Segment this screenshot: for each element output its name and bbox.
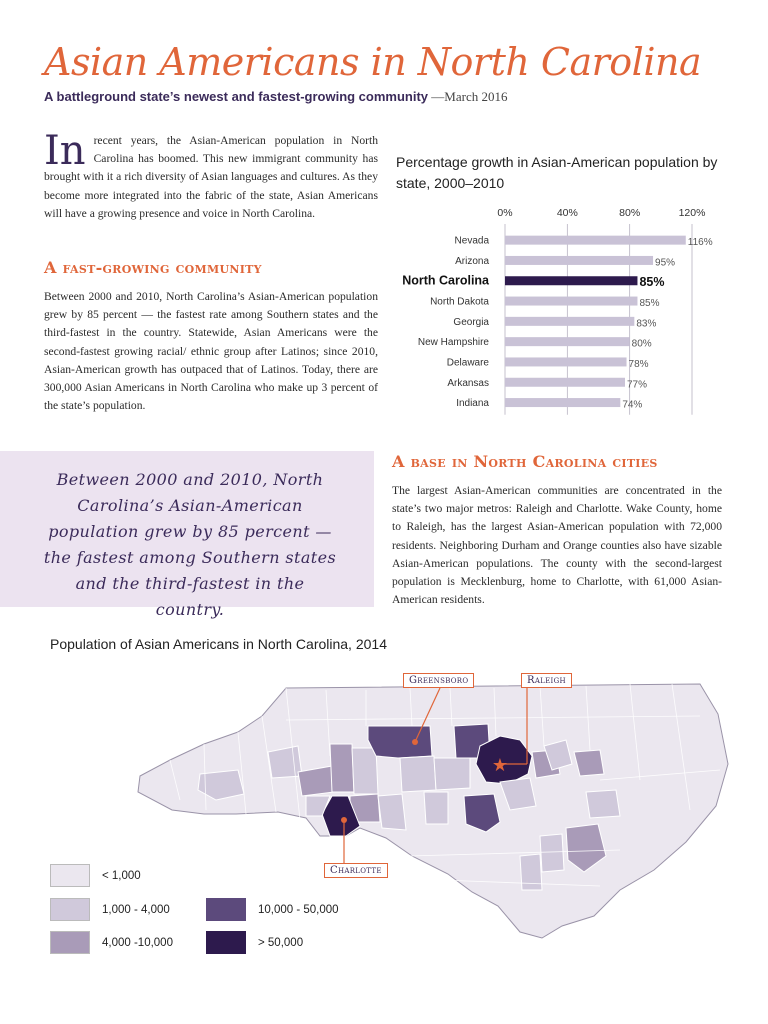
section-heading-fast-growing: A fast-growing community (44, 258, 262, 277)
data-label: 95% (655, 257, 676, 269)
x-tick-label: 80% (619, 207, 641, 219)
city-label-raleigh: Raleigh (521, 673, 572, 688)
category-label: Arizona (455, 255, 489, 267)
category-label: North Carolina (402, 273, 489, 288)
bar (505, 317, 634, 326)
county-shade (400, 756, 436, 792)
data-label: 85% (639, 298, 660, 310)
data-label: 116% (687, 237, 713, 249)
county-shade (378, 794, 406, 830)
intro-paragraph (44, 128, 378, 223)
pull-quote: Between 2000 and 2010, North Carolina’s Asian-American population grew by 85 percent — the fastest among Southern states and the third-fastest in the country. (43, 470, 337, 619)
bar (505, 276, 637, 285)
category-label: Indiana (456, 398, 489, 410)
map-title: Population of Asian Americans in North Carolina, 2014 (50, 636, 387, 652)
legend-label: 10,000 - 50,000 (258, 904, 339, 916)
county-shade (434, 758, 470, 790)
city-label-greensboro: Greensboro (403, 673, 474, 688)
raleigh-star-icon: ★ (491, 755, 509, 776)
x-tick-label: 120% (678, 207, 706, 219)
nc-county-map (0, 660, 768, 1024)
bar (505, 398, 620, 407)
legend-label: 4,000 -10,000 (102, 937, 173, 949)
category-label: Delaware (446, 357, 489, 369)
dropcap: In (44, 128, 86, 174)
data-label: 78% (628, 358, 649, 370)
county-shade (368, 726, 432, 758)
legend-label: < 1,000 (102, 870, 141, 882)
category-label: New Hampshire (417, 337, 489, 349)
data-label: 77% (626, 379, 648, 391)
page-subtitle (44, 89, 507, 105)
bar (505, 378, 625, 387)
category-label: North Dakota (430, 296, 489, 308)
legend-swatch (50, 898, 90, 921)
bar (505, 297, 637, 306)
growth-bar-chart (380, 200, 730, 415)
data-label: 74% (622, 399, 643, 411)
category-label: Nevada (454, 235, 489, 247)
bar (505, 256, 653, 265)
county-shade (540, 834, 564, 872)
bar (505, 357, 627, 366)
publication-date: —March 2016 (431, 89, 508, 104)
x-tick-label: 0% (497, 207, 513, 219)
subtitle-text: A battleground state’s newest and fastest-growing community (44, 89, 429, 104)
data-label: 85% (639, 274, 665, 289)
legend-swatch (50, 864, 90, 887)
legend-label: 1,000 - 4,000 (102, 904, 170, 916)
legend-swatch (206, 931, 246, 954)
intro-text: recent years, the Asian-American population in North Carolina has boomed. This new immigrant community has brought with it a rich diversity of Asian languages and cultures. As they become more integrated into the fabric of the state, Asian Americans will have a growing presence and voice in North Carolina. (44, 134, 378, 220)
section-body-cities: The largest Asian-American communities are concentrated in the state’s two major metros: Raleigh and Charlotte. Wake County, home to Raleigh, has the largest Asian-American population with 72,000 residents. Neighboring Durham and Orange counties also have sizable Asian-American populations. The county with the second-largest population is Mecklenburg, home to Charlotte, with 61,000 Asian-American residents. (392, 484, 722, 607)
pull-quote-box (0, 451, 374, 619)
legend-swatch (206, 898, 246, 921)
legend-label: > 50,000 (258, 937, 304, 949)
data-label: 80% (631, 338, 652, 350)
chart-title: Percentage growth in Asian-American population by state, 2000–2010 (396, 154, 718, 191)
county-shade (520, 854, 542, 890)
legend-swatch (50, 931, 90, 954)
county-shade (586, 790, 620, 818)
category-label: Arkansas (447, 377, 489, 389)
category-label: Georgia (453, 316, 489, 328)
section-heading-cities: A base in North Carolina cities (392, 452, 658, 471)
x-tick-label: 40% (556, 207, 578, 219)
county-shade (268, 746, 302, 778)
bar (505, 337, 630, 346)
greensboro-dot (412, 739, 418, 745)
data-label: 83% (636, 318, 657, 330)
charlotte-dot (341, 817, 347, 823)
section-body-fast-growing: Between 2000 and 2010, North Carolina’s Asian-American population grew by 85 percent — the fastest rate among Southern states and the third-fastest in the country. Statewide, Asian Americans were the second-fastest growing racial/ ethnic group after Latinos; since 2010, Asian-American growth has outpaced that of Latinos. Today, there are 300,000 Asian Americans in North Carolina who make up 3 percent of the state’s population. (44, 290, 378, 413)
county-shade (352, 748, 378, 794)
county-shade (330, 744, 354, 792)
county-shade (424, 792, 448, 824)
city-label-charlotte: Charlotte (324, 863, 388, 878)
bar (505, 236, 686, 245)
page-title: Asian Americans in North Carolina (44, 40, 702, 84)
